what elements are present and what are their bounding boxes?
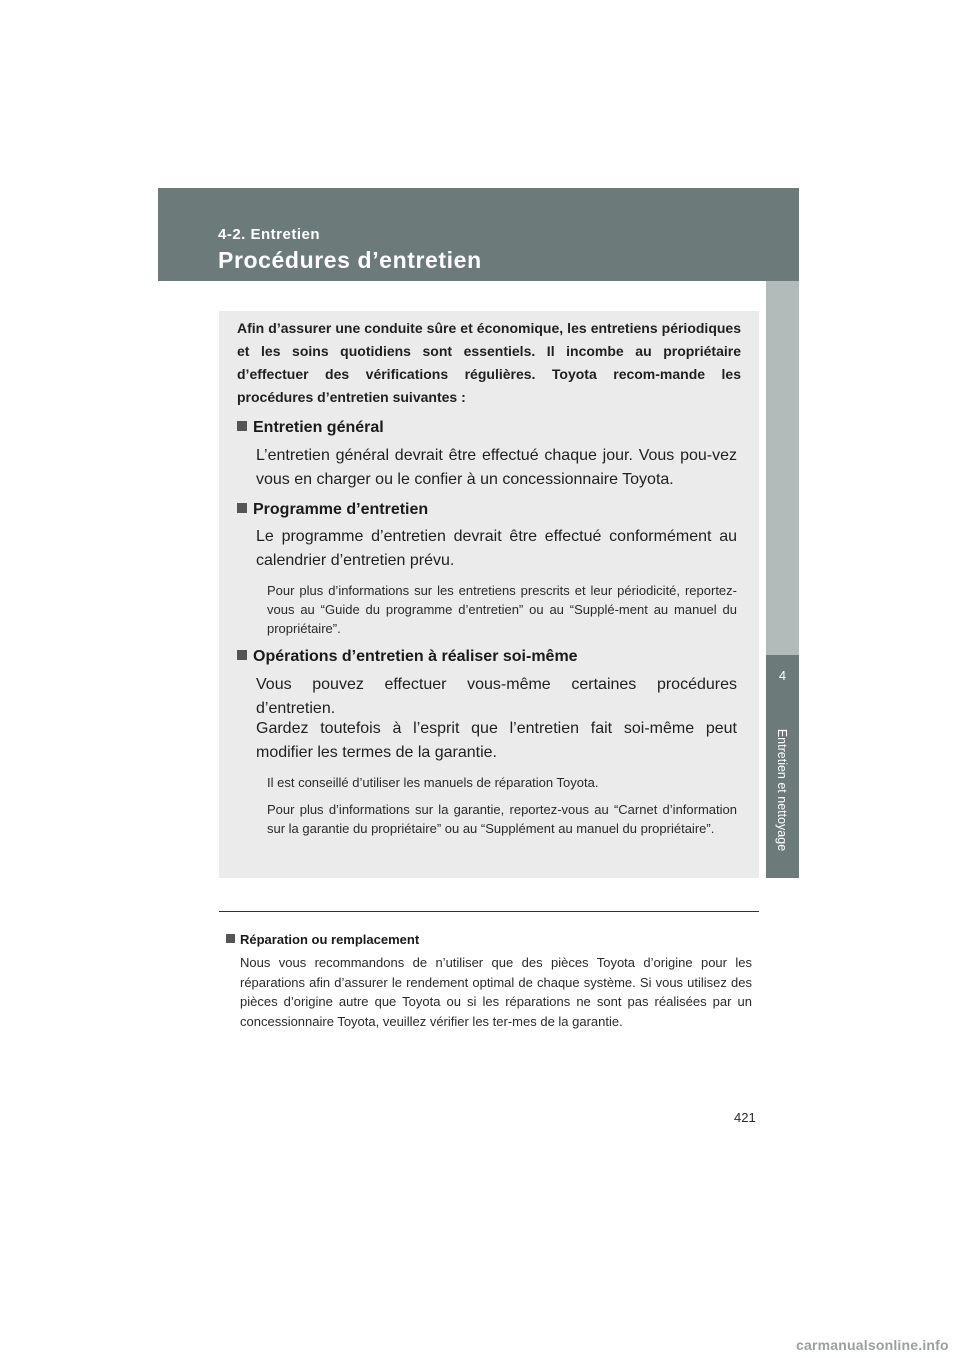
- info-box: [219, 311, 759, 878]
- section-label: 4-2. Entretien: [218, 226, 321, 243]
- square-bullet-icon: [237, 421, 247, 431]
- chapter-tab: [766, 655, 799, 878]
- square-bullet-icon: [226, 934, 235, 943]
- item-body-diy-1: Vous pouvez effectuer vous-même certaines procédures d’entretien.: [256, 676, 737, 717]
- square-bullet-icon: [237, 650, 247, 660]
- item-heading-diy: [237, 648, 578, 666]
- item-body-diy-2: Gardez toutefois à l’esprit que l’entretien fait soi-même peut modifier les termes de la garantie.: [256, 720, 737, 761]
- footnote-body: Nous vous recommandons de n’utiliser que des pièces Toyota d’origine pour les réparations afin d’assurer le rendement optimal de chaque système. Si vous utilisez des pièces d’origine autre que Toyota ou si les réparations ne sont pas réalisées par un concessionnaire Toyota, veuillez vérifier les ter-mes de la garantie.: [240, 955, 752, 1029]
- item-note-diy-1: Il est conseillé d’utiliser les manuels de réparation Toyota.: [267, 775, 599, 790]
- footnote-title-label: Réparation ou remplacement: [240, 932, 420, 947]
- watermark: carmanualsonline.info: [796, 1337, 949, 1353]
- item-body-programme: Le programme d’entretien devrait être effectué conformément au calendrier d’entretien prévu.: [256, 528, 737, 569]
- chapter-number: 4: [778, 668, 787, 683]
- page-number: 421: [734, 1110, 756, 1125]
- item-heading-label: Programme d’entretien: [253, 501, 429, 518]
- square-bullet-icon: [237, 503, 247, 513]
- item-note-diy-2: Pour plus d’informations sur la garantie, reportez-vous au “Carnet d’information sur la garantie du propriétaire” ou au “Supplément au manuel du propriétaire”.: [267, 802, 737, 836]
- intro-text: Afin d’assurer une conduite sûre et économique, les entretiens périodiques et les soins quotidiens sont essentiels. Il incombe au propriétaire d’effectuer des vérifications régulières. Toyota recom-mande les procédures d’entretien suivantes :: [237, 320, 741, 405]
- header-band: [158, 188, 799, 281]
- item-note-programme: Pour plus d’informations sur les entretiens prescrits et leur périodicité, reportez-vous au “Guide du programme d’entretien” ou au “Supplé-ment au manuel du propriétaire”.: [267, 583, 737, 636]
- item-heading-programme: [237, 501, 428, 519]
- item-body-general: L’entretien général devrait être effectué chaque jour. Vous pou-vez vous en charger ou le confier à un concessionnaire Toyota.: [256, 447, 737, 488]
- divider: [219, 911, 759, 912]
- page-title: Procédures d’entretien: [218, 247, 482, 273]
- footnote-title: [226, 932, 419, 947]
- item-heading-general: [237, 419, 384, 437]
- item-heading-label: Opérations d’entretien à réaliser soi-même: [253, 648, 578, 665]
- chapter-title: Entretien et nettoyage: [775, 728, 789, 852]
- item-heading-label: Entretien général: [253, 419, 384, 436]
